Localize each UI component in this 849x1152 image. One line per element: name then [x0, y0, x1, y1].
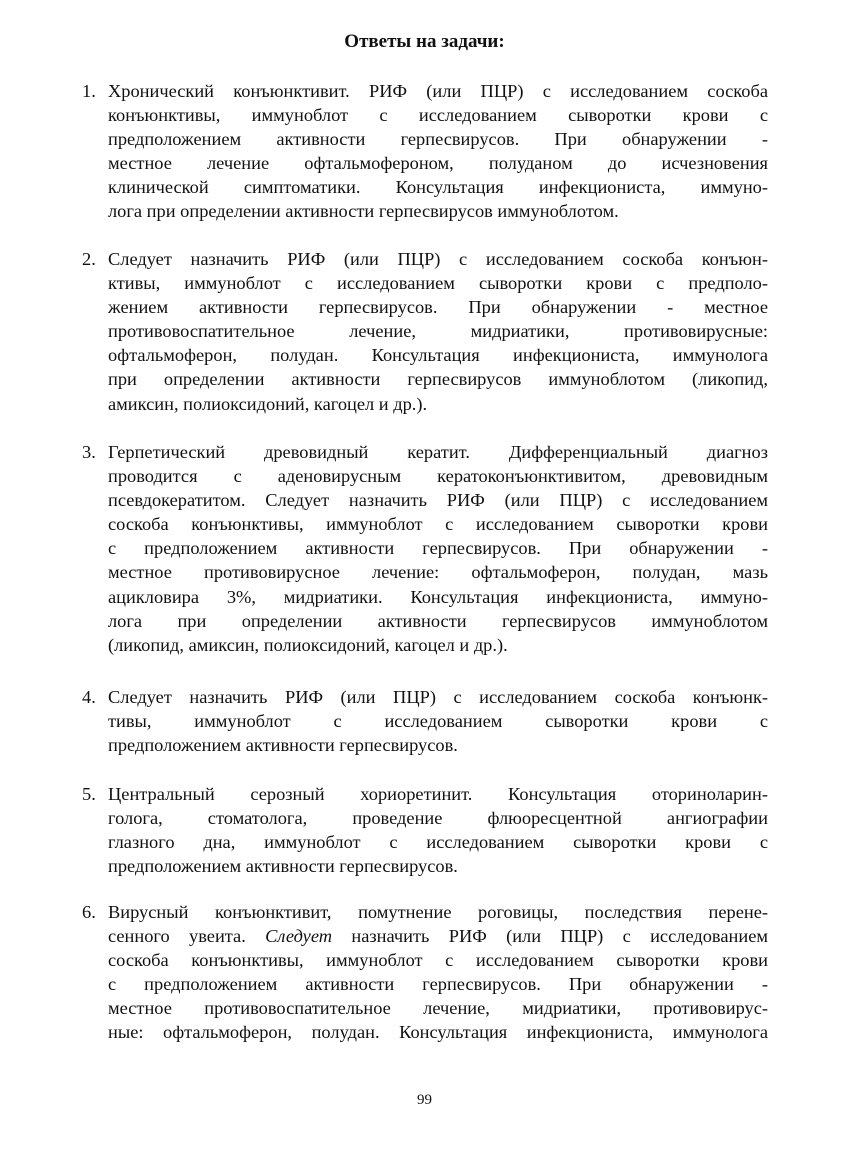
text-line: Герпетический древовидный кератит. Дифференциальный диагноз	[108, 442, 768, 462]
text-line: (ликопид, амиксин, полиоксидоний, кагоцел и др.).	[108, 634, 508, 655]
text-line: местное лечение офтальмофероном, полуданом до исчезновения	[108, 153, 768, 174]
text-line: псевдокератитом. Следует назначить РИФ (или ПЦР) с исследованием	[108, 490, 768, 511]
text-line: амиксин, полиоксидоний, кагоцел и др.).	[108, 393, 428, 414]
text-line: лога при определении активности герпесвирусов иммуноблотом.	[108, 201, 619, 222]
answer-text	[108, 440, 768, 657]
text-line: местное противовирусное лечение: офтальмоферон, полудан, мазь	[108, 562, 768, 583]
text-line: ные: офтальмоферон, полудан. Консультация инфекциониста, иммунологa	[108, 1022, 768, 1043]
text-line: Следует назначить РИФ (или ПЦР) с исследованием соскоба конъюнк-	[108, 687, 768, 707]
page-title: Ответы на задачи:	[344, 31, 505, 52]
answer-text	[108, 79, 768, 224]
text-line: предположением активности герпесвирусов. При обнаружении -	[108, 129, 768, 150]
text-line: тивы, иммуноблот с исследованием сыворотки крови с	[108, 711, 768, 732]
text-line: Центральный серозный хориоретинит. Консультация оториноларин-	[108, 784, 768, 804]
answer-text	[108, 782, 768, 878]
text-line: противовоспатительное лечение, мидриатики, противовирусные:	[108, 321, 768, 342]
text-line: глазного дна, иммуноблот с исследованием сыворотки крови с	[108, 832, 768, 853]
text-line: Следует назначить РИФ (или ПЦР) с исследованием соскоба конъюн-	[108, 249, 768, 269]
text-line-mixed	[108, 924, 768, 948]
text-line: ацикловира 3%, мидриатики. Консультация инфекциониста, иммуно-	[108, 586, 768, 607]
text-line: с предположением активности герпесвирусов. При обнаружении -	[108, 538, 768, 559]
text-line: лога при определении активности герпесвирусов иммуноблотом	[108, 610, 768, 631]
answer-text	[108, 900, 768, 1045]
text-line: Хронический конъюнктивит. РИФ (или ПЦР) с исследованием соскоба	[108, 81, 768, 101]
text-fragment: назначить РИФ (или ПЦР) с исследованием	[351, 926, 768, 947]
text-line: с предположением активности герпесвирусов. При обнаружении -	[108, 974, 768, 995]
page-number: 99	[417, 1092, 432, 1108]
answer-number: 3.	[82, 442, 96, 462]
answer-number: 6.	[82, 902, 96, 922]
text-line: при определении активности герпесвирусов иммуноблотом (ликопид,	[108, 369, 768, 390]
answer-number: 5.	[82, 784, 96, 804]
text-fragment: сенного увеита.	[108, 926, 246, 947]
text-line: ктивы, иммуноблот с исследованием сыворотки крови с предполо-	[108, 273, 768, 294]
italic-word: Следует	[265, 926, 333, 947]
text-line: голога, стоматолога, проведение флюоресцентной ангиографии	[108, 808, 768, 829]
text-line: жением активности герпесвирусов. При обнаружении - местное	[108, 297, 768, 318]
text-line: Вирусный конъюнктивит, помутнение роговицы, последствия перене-	[108, 902, 768, 922]
answer-text	[108, 247, 768, 416]
text-line: соскоба конъюнктивы, иммуноблот с исследованием сыворотки крови	[108, 514, 768, 535]
text-line: предположением активности герпесвирусов.	[108, 856, 458, 877]
text-line: клинической симптоматики. Консультация инфекциониста, иммуно-	[108, 177, 768, 198]
answer-number: 4.	[82, 687, 96, 707]
answer-number: 2.	[82, 249, 96, 269]
answer-number: 1.	[82, 81, 96, 101]
text-line: соскоба конъюнктивы, иммуноблот с исследованием сыворотки крови	[108, 950, 768, 971]
text-line: проводится с аденовирусным кератоконъюнктивитом, древовидным	[108, 466, 768, 487]
answer-text	[108, 685, 768, 757]
text-line: конъюнктивы, иммуноблот с исследованием сыворотки крови с	[108, 105, 768, 126]
text-line: офтальмоферон, полудан. Консультация инфекциониста, иммунолога	[108, 345, 768, 366]
text-line: местное противовоспатительное лечение, мидриатики, противовирус-	[108, 998, 768, 1019]
text-line: предположением активности герпесвирусов.	[108, 735, 458, 756]
